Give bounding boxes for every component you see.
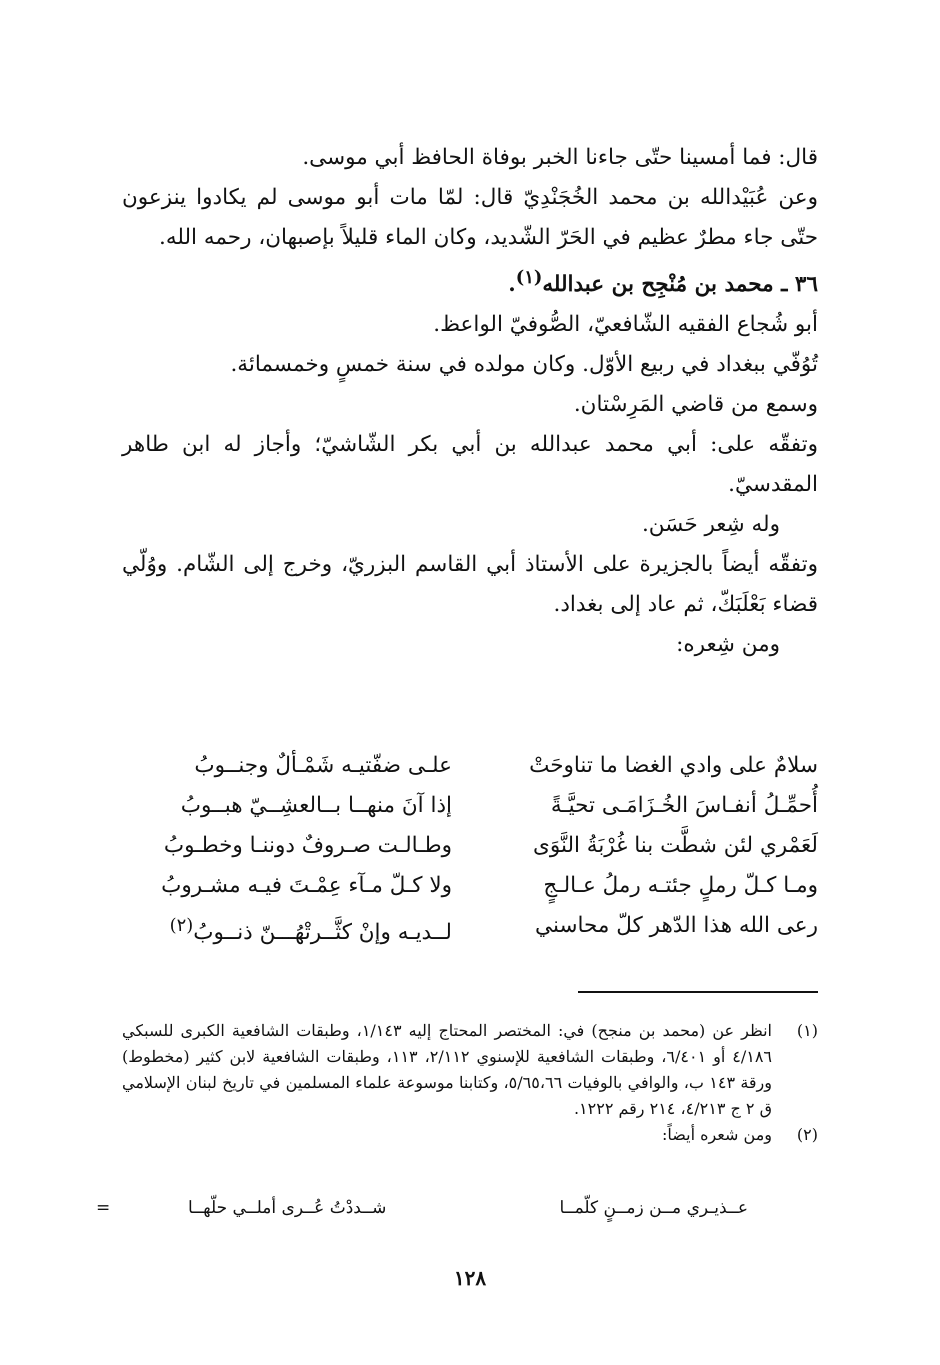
paragraph: قال: فما أمسينا حتّى جاءنا الخبر بوفاة الحافظ أبي موسى. bbox=[302, 145, 818, 170]
poem-verse bbox=[122, 746, 818, 786]
footnote-verse bbox=[96, 1193, 748, 1223]
verse-first-hemistich: سلامٌ على وادي الغضا ما تناوحَتْ bbox=[529, 753, 818, 778]
paragraph: أبو شُجاع الفقيه الشّافعيّ، الصُّوفيّ الواعظ. bbox=[433, 312, 818, 338]
footnote-text: ومن شعره أيضاً: bbox=[661, 1125, 772, 1144]
footnote bbox=[122, 1018, 818, 1122]
paragraph: وتفقّه على: أبي محمد عبدالله بن أبي بكر الشّاشيّ؛ وأجاز له ابن طاهر المقدسيّ. bbox=[122, 432, 818, 498]
poem-verse bbox=[122, 906, 818, 953]
paragraph: ومن شِعره: bbox=[676, 632, 780, 658]
poem-verse bbox=[122, 826, 818, 866]
entry-heading-title: ٣٦ ـ محمد بن مُنْجِح بن عبدالله bbox=[542, 272, 818, 298]
paragraph: وتفقّه أيضاً بالجزيرة على الأستاذ أبي القاسم البزريّ، وخرج إلى الشّام. ووُلّي قضاء بَعْلَبَكّ، ثم عاد إلى بغداد. bbox=[122, 552, 818, 618]
verse-second-hemistich: علـى ضفّتيـه شَمْـألٌ وجنــوبُ bbox=[194, 753, 452, 778]
page-number: ١٢٨ bbox=[453, 1266, 487, 1290]
paragraph: تُوُفّي ببغداد في ربيع الأوّل. وكان مولده في سنة خمسٍ وخمسمائة. bbox=[230, 352, 818, 378]
verse-first-hemistich: ومـا كـلّ رملٍ جئتـه رملُ عـالـجٍ bbox=[543, 873, 818, 898]
footnotes bbox=[122, 1018, 818, 1148]
footnote bbox=[122, 1122, 818, 1148]
verse-first-hemistich: أُحمِّـلُ أنفـاسَ الخُـزَامَـى تحيَّـةً bbox=[550, 793, 818, 818]
verse-first-hemistich: لَعَمْري لئن شطَّت بنا غُرْبَةُ النَّوَى bbox=[533, 833, 818, 858]
verse-text: لــديـه وإنْ كثَّــرتْهُـــنّ ذنــوبُ bbox=[193, 920, 452, 946]
poem bbox=[122, 746, 818, 953]
footnote-number: (٢) bbox=[796, 1125, 818, 1144]
continuation-mark: = bbox=[96, 1198, 111, 1218]
verse-second-hemistich bbox=[122, 906, 452, 953]
main-text bbox=[122, 138, 818, 665]
entry-heading-end: . bbox=[508, 272, 516, 298]
paragraph: وعن عُبَيْدالله بن محمد الخُجَنْدِيّ قال: لمّا مات أبو موسى لم يكادوا ينزعون حتّى جاء مطرٌ عظيم في الحَرّ الشّديد، وكان الماء قليلاً بإصبهان، رحمه الله. bbox=[122, 185, 818, 250]
verse-first-hemistich: رعى الله هذا الدّهر كلّ محاسني bbox=[535, 913, 818, 938]
verse-second-hemistich: إذا آنَ منهــا بــالعشِــيّ هبــوبُ bbox=[180, 793, 452, 818]
paragraph: وسمع من قاضي المَرِسْتان. bbox=[573, 392, 818, 418]
verse-second-hemistich: ولا كـلّ مـآء عِمْـتَ فيـه مشـروبُ bbox=[161, 873, 452, 898]
footnote-number: (١) bbox=[796, 1021, 818, 1040]
verse-second-hemistich: وطـالـت صـروفٌ دوننـا وخطـوبُ bbox=[163, 833, 452, 858]
poem-verse bbox=[122, 866, 818, 906]
entry-heading bbox=[122, 258, 818, 305]
footnote-text: انظر عن (محمد بن منجح) في: المختصر المحتاج إليه ١/١٤٣، وطبقات الشافعية الكبرى للسبكي ٤/١٨٦ أو ٦/٤٠١، وطبقات الشافعية للإسنوي ٢/١١٢، ١١٣، وطبقات الشافعية لابن كثير (مخطوط) ورقة ١٤٣ ب، والوافي بالوفيات ٥/٦٥،٦٦، وكتابنا موسوعة علماء المسلمين في تاريخ لبنان الإسلامي ق ٢ ج ٤/٢١٣، ٢١٤ رقم ١٢٢٢. bbox=[122, 1021, 773, 1118]
paragraph: وله شِعر حَسَن. bbox=[641, 512, 780, 538]
footnote-ref: (١) bbox=[515, 267, 543, 288]
poem-verse bbox=[122, 786, 818, 826]
verse-second-hemistich: شــددْتُ عُــرى أملــي حلّهــا bbox=[188, 1198, 387, 1218]
verse-first-hemistich: عــذيـري مــن زمــنٍ كلّمــا bbox=[559, 1198, 748, 1218]
footnote-divider bbox=[578, 991, 818, 993]
footnote-ref: (٢) bbox=[169, 915, 194, 936]
